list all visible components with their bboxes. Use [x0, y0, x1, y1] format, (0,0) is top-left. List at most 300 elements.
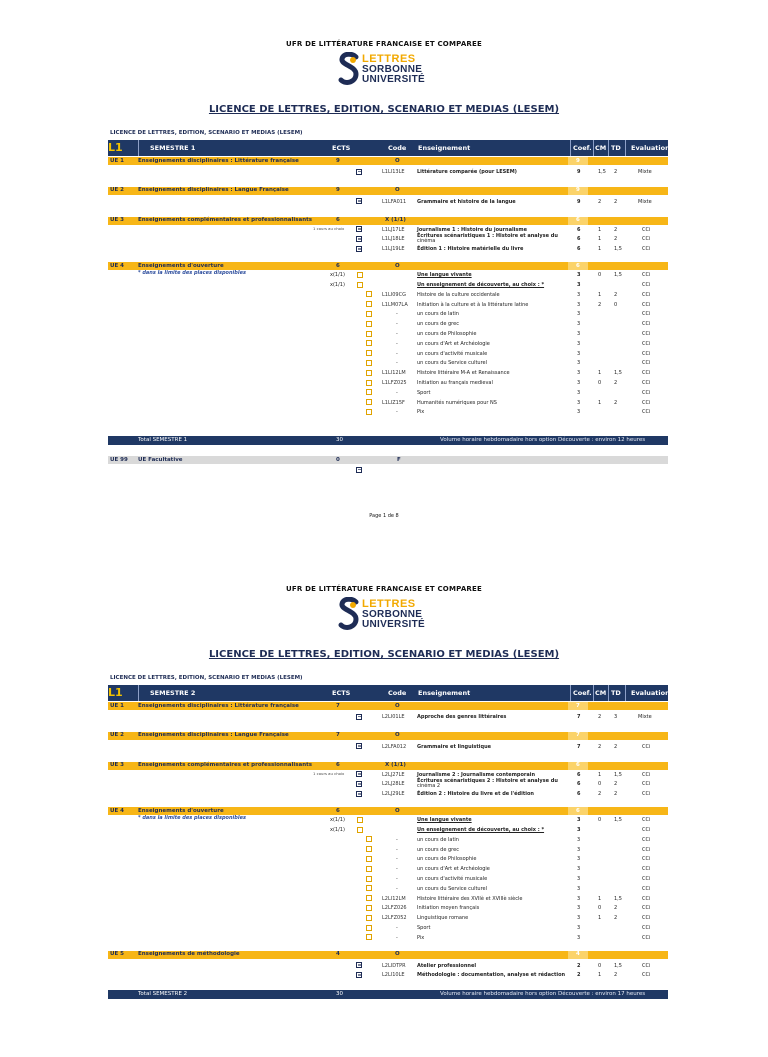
course-eval: CCi [642, 876, 651, 882]
course-eval: CCi [642, 389, 651, 396]
course-coef: 3 [577, 409, 581, 416]
course-code: L1LI09CG [382, 291, 406, 298]
evaluation-header: Evaluation [631, 144, 670, 152]
checkbox-icon[interactable] [366, 331, 372, 337]
ue-label: Enseignements disciplinaires : Langue Française [138, 187, 289, 194]
ue-ects: 6 [336, 262, 340, 269]
course-coef: 3 [577, 301, 581, 308]
ue-id: UE 4 [110, 807, 124, 814]
course-code: - [396, 311, 398, 318]
course-label: Grammaire et histoire de la langue [417, 198, 516, 205]
course-code: L1LI13LE [382, 169, 405, 175]
course-eval: Mixte [638, 714, 652, 720]
checkbox-icon[interactable] [366, 905, 372, 911]
choice-count: x(1/1) [330, 827, 345, 833]
fac-symbol: F [397, 456, 401, 463]
course-eval: CCi [642, 866, 651, 873]
checkbox-icon[interactable] [366, 885, 372, 891]
ue-coef: 4 [576, 951, 580, 958]
header-separator [608, 685, 609, 701]
course-eval: CCi [642, 301, 651, 308]
course-coef: 3 [577, 399, 581, 406]
course-eval: CCi [642, 817, 651, 824]
course-cm: 1 [598, 236, 602, 243]
header-separator [593, 685, 594, 701]
course-row[interactable] [108, 388, 668, 398]
ue-symbol: O [395, 702, 400, 709]
course-td: 0 [614, 301, 618, 308]
course-code: - [396, 331, 398, 337]
course-row[interactable] [108, 874, 668, 884]
course-eval: CCi [642, 380, 651, 386]
checkbox-icon[interactable] [356, 714, 362, 720]
course-label: Humanités numériques pour NS [417, 399, 497, 406]
course-row[interactable] [108, 378, 668, 388]
course-row[interactable] [108, 358, 668, 368]
course-cm: 2 [598, 198, 602, 205]
ue-symbol: O [395, 951, 400, 958]
course-row[interactable] [108, 234, 668, 244]
checkbox-icon[interactable] [356, 791, 362, 797]
cm-header: CM [595, 689, 607, 697]
course-eval: CCi [642, 836, 651, 843]
course-label: Sport [417, 925, 431, 931]
course-code: L2LFZ026 [382, 905, 407, 912]
ue-id: UE 3 [110, 762, 124, 769]
checkbox-icon[interactable] [366, 301, 372, 307]
checkbox-icon[interactable] [366, 321, 372, 327]
course-td: 1,5 [614, 962, 622, 969]
checkbox-icon[interactable] [356, 743, 362, 749]
course-row[interactable] [108, 770, 668, 780]
course-coef: 6 [577, 236, 581, 243]
course-row[interactable] [108, 789, 668, 799]
course-row[interactable] [108, 167, 668, 177]
course-cm: 1 [598, 915, 602, 922]
course-row[interactable] [108, 319, 668, 329]
course-coef: 3 [577, 389, 581, 396]
course-cm: 0 [598, 962, 602, 969]
course-label: Journalisme 2 : Journalisme contemporain [417, 771, 536, 778]
checkbox-icon[interactable] [366, 846, 372, 852]
checkbox-icon[interactable] [356, 972, 362, 978]
header-separator [570, 685, 571, 701]
checkbox-icon[interactable] [366, 895, 372, 901]
checkbox-icon[interactable] [366, 389, 372, 395]
code-header: Code [388, 689, 407, 697]
course-label: Édition 1 : Histoire matérielle du livre [417, 246, 524, 253]
course-row[interactable] [108, 290, 668, 300]
document-title: LICENCE DE LETTRES, EDITION, SCENARIO ET MEDIAS (LESEM) [208, 649, 560, 660]
checkbox-icon[interactable] [366, 370, 372, 376]
course-label: Initiation à la culture et à la littérature latine [417, 301, 529, 308]
course-code: L1LM07LA [382, 301, 408, 308]
course-code: L1LJ19LE [382, 246, 405, 253]
course-label: Une langue vivante [417, 272, 472, 279]
checkbox-icon[interactable] [356, 226, 362, 232]
course-code: - [396, 321, 398, 328]
course-row[interactable] [108, 712, 668, 722]
ue-coef: 9 [576, 157, 580, 164]
course-row[interactable] [108, 309, 668, 319]
course-eval: CCi [642, 934, 651, 941]
course-eval: CCi [642, 399, 651, 406]
course-eval: CCi [642, 311, 651, 318]
course-label: un cours d'activité musicale [417, 876, 488, 882]
course-code: L2LJ27LE [382, 771, 405, 778]
ue-label: Enseignements disciplinaires : Littérature française [138, 157, 299, 164]
course-cm: 0 [598, 905, 602, 912]
course-cm: 2 [598, 301, 602, 308]
course-td: 2 [614, 399, 618, 406]
course-coef: 3 [577, 380, 581, 386]
course-eval: CCi [642, 321, 651, 328]
course-label: Sport [417, 389, 431, 396]
checkbox-icon[interactable] [366, 836, 372, 842]
course-row[interactable] [108, 815, 668, 825]
course-code: - [396, 846, 398, 853]
course-row[interactable] [108, 970, 668, 980]
course-label: Initiation moyen français [417, 905, 480, 912]
course-td: 2 [614, 198, 618, 205]
course-row[interactable] [108, 884, 668, 894]
course-coef: 3 [577, 876, 581, 882]
course-code: L2LJ28LE [382, 781, 405, 788]
checkbox-icon[interactable] [357, 282, 363, 288]
course-coef: 7 [577, 714, 581, 720]
checkbox-icon[interactable] [356, 962, 362, 968]
course-label: Grammaire et linguistique [417, 743, 492, 750]
course-row[interactable] [108, 329, 668, 339]
course-code: L1LJ17LE [382, 226, 405, 233]
course-label: Histoire littéraire des XVIIè et XVIIIè siècle [417, 895, 523, 902]
ufr-heading: UFR DE LITTÉRATURE FRANCAISE ET COMPAREE [286, 40, 482, 48]
checkbox-icon[interactable] [366, 876, 372, 882]
course-coef: 6 [577, 771, 581, 778]
ue-coef: 6 [576, 262, 580, 269]
ue-label: Enseignements d'ouverture [138, 807, 224, 814]
fac-id: UE 99 [110, 456, 128, 463]
course-eval: CCi [642, 925, 651, 931]
course-code: L2LFZ052 [382, 915, 407, 922]
course-cm: 1 [598, 895, 602, 902]
course-td: 2 [614, 791, 618, 798]
course-label: Un enseignement de découverte, au choix : * [417, 827, 545, 833]
choice-count: x(1/1) [330, 817, 345, 824]
course-coef: 3 [577, 282, 581, 288]
checkbox-icon[interactable] [366, 340, 372, 346]
course-row[interactable] [108, 779, 668, 789]
total-label: Total SEMESTRE 2 [138, 991, 188, 998]
course-row[interactable] [108, 933, 668, 943]
course-label: un cours d'Art et Archéologie [417, 340, 490, 347]
course-cm: 1 [598, 370, 602, 377]
course-row[interactable] [108, 913, 668, 923]
checkbox-icon[interactable] [356, 771, 362, 777]
course-code: L2LFA012 [382, 743, 407, 750]
code-header: Code [388, 144, 407, 152]
course-code: - [396, 340, 398, 347]
ue-ects: 9 [336, 187, 340, 194]
course-coef: 3 [577, 866, 581, 873]
coef-header: Coef. [573, 144, 592, 152]
checkbox-icon[interactable] [356, 236, 362, 242]
choice-count: x(1/1) [330, 282, 345, 288]
course-row[interactable] [108, 349, 668, 359]
table-header [108, 140, 668, 156]
header-separator [138, 140, 139, 156]
course-row[interactable] [108, 835, 668, 845]
course-coef: 3 [577, 925, 581, 931]
ue-coef: 6 [576, 217, 580, 224]
sorbonne-s-icon [338, 597, 360, 631]
course-coef: 3 [577, 291, 581, 298]
enseignement-header: Enseignement [418, 144, 471, 152]
course-cm: 1 [598, 771, 602, 778]
course-label: Linguistique romane [417, 915, 469, 922]
course-row[interactable] [108, 225, 668, 235]
course-td: 2 [614, 169, 618, 175]
ue-band [108, 951, 668, 959]
course-label: un cours de latin [417, 836, 459, 843]
course-eval: CCi [642, 291, 651, 298]
course-td: 1,5 [614, 895, 622, 902]
checkbox-icon[interactable] [356, 246, 362, 252]
course-label: Écritures scénaristiques 2 : Histoire et analyse du [417, 778, 558, 785]
course-cm: 1 [598, 291, 602, 298]
course-code: - [396, 876, 398, 882]
logo-text-l2: SORBONNE [362, 64, 423, 75]
checkbox-icon[interactable] [366, 866, 372, 872]
course-cm: 1,5 [598, 169, 606, 175]
course-code: - [396, 389, 398, 396]
course-label: Un enseignement de découverte, au choix : * [417, 282, 545, 288]
course-code: L2LI12LM [382, 895, 406, 902]
ufr-heading: UFR DE LITTÉRATURE FRANCAISE ET COMPAREE [286, 585, 482, 593]
course-row[interactable] [108, 845, 668, 855]
course-row[interactable] [108, 825, 668, 835]
course-label: Histoire littéraire M-A et Renaissance [417, 370, 510, 377]
course-row[interactable] [108, 280, 668, 290]
checkbox-icon[interactable] [366, 399, 372, 405]
course-cm: 1 [598, 399, 602, 406]
sorbonne-logo [338, 597, 438, 631]
ue-symbol: O [395, 732, 400, 739]
ue-ects: 6 [336, 807, 340, 814]
ue-id: UE 4 [110, 262, 124, 269]
course-code: - [396, 934, 398, 941]
choice-count: x(1/1) [330, 272, 345, 279]
ue-coef: 6 [576, 762, 580, 769]
page-number: Page 1 de 8 [369, 513, 399, 519]
evaluation-header: Evaluation [631, 689, 670, 697]
course-label: un cours du Service culturel [417, 360, 488, 367]
level-label: L1 [108, 141, 123, 154]
course-td: 1,5 [614, 771, 622, 778]
checkbox-icon[interactable] [366, 360, 372, 366]
course-cm: 0 [598, 781, 602, 788]
course-coef: 3 [577, 836, 581, 843]
course-row[interactable] [108, 864, 668, 874]
course-td: 1,5 [614, 246, 622, 253]
semester-label: SEMESTRE 1 [150, 144, 196, 152]
course-eval: CCi [642, 791, 651, 798]
course-coef: 3 [577, 360, 581, 367]
course-eval: CCi [642, 246, 651, 253]
course-code: L2LI01LE [382, 714, 405, 720]
course-label: Une langue vivante [417, 817, 472, 824]
checkbox-icon[interactable] [366, 409, 372, 415]
course-eval: CCi [642, 226, 651, 233]
course-row[interactable] [108, 407, 668, 417]
course-eval: Mixte [638, 198, 652, 205]
ue-id: UE 2 [110, 187, 124, 194]
course-row[interactable] [108, 368, 668, 378]
logo-text-l3: UNIVERSITÉ [362, 74, 426, 85]
course-eval: CCi [642, 781, 651, 788]
ue-ects: 7 [336, 702, 340, 709]
choice-note: 1 cours au choix [313, 770, 345, 776]
course-code: - [396, 409, 398, 416]
total-semester-row [108, 990, 668, 999]
course-label: un cours de grec [417, 321, 459, 328]
ue-id: UE 5 [110, 951, 124, 958]
checkbox-icon[interactable] [356, 781, 362, 787]
checkbox-icon[interactable] [366, 291, 372, 297]
course-coef: 3 [577, 370, 581, 377]
fac-ects: 0 [336, 456, 340, 463]
ue-symbol: O [395, 187, 400, 194]
header-separator [593, 140, 594, 156]
course-coef: 3 [577, 915, 581, 922]
course-coef: 3 [577, 934, 581, 941]
course-code: L2LI10LE [382, 972, 405, 979]
course-row[interactable] [108, 244, 668, 254]
ue-coef: 9 [576, 187, 580, 194]
course-label: Approche des genres littéraires [417, 714, 507, 720]
course-coef: 3 [577, 827, 581, 833]
course-coef: 3 [577, 311, 581, 318]
course-row[interactable] [108, 903, 668, 913]
course-coef: 3 [577, 321, 581, 328]
course-label: Journalisme 1 : Histoire du journalisme [417, 226, 527, 233]
course-cm: 0 [598, 817, 602, 824]
course-cm: 0 [598, 380, 602, 386]
ue-id: UE 2 [110, 732, 124, 739]
course-row[interactable] [108, 854, 668, 864]
course-row[interactable] [108, 742, 668, 752]
course-td: 2 [614, 905, 618, 912]
places-note: * dans la limite des places disponibles [138, 815, 246, 822]
page-page1 [0, 0, 768, 519]
checkbox-icon[interactable] [356, 467, 362, 473]
course-row[interactable] [108, 961, 668, 971]
course-row[interactable] [108, 398, 668, 408]
course-eval: CCi [642, 905, 651, 912]
course-td: 1,5 [614, 817, 622, 824]
ue-label: Enseignements de méthodologie [138, 951, 240, 958]
checkbox-icon[interactable] [357, 272, 363, 278]
course-cm: 1 [598, 972, 602, 979]
course-row[interactable] [108, 300, 668, 310]
course-td: 2 [614, 291, 618, 298]
course-label: Méthodologie : documentation, analyse et rédaction [417, 972, 566, 979]
choice-note: 1 cours au choix [313, 225, 345, 231]
ue-symbol: X (1/1) [385, 762, 406, 769]
course-row[interactable] [108, 270, 668, 280]
ue-id: UE 1 [110, 157, 124, 164]
course-row[interactable] [108, 197, 668, 207]
checkbox-icon[interactable] [357, 817, 363, 823]
course-code: - [396, 350, 398, 357]
course-label: Écritures scénaristiques 1 : Histoire et analyse du [417, 233, 558, 240]
ue-symbol: O [395, 807, 400, 814]
course-eval: CCi [642, 856, 651, 863]
checkbox-icon[interactable] [366, 311, 372, 317]
course-eval: CCi [642, 743, 651, 750]
course-code: L1LFZ025 [382, 380, 407, 386]
course-code: - [396, 856, 398, 863]
course-coef: 3 [577, 885, 581, 892]
checkbox-icon[interactable] [366, 934, 372, 940]
course-coef: 6 [577, 791, 581, 798]
course-coef: 3 [577, 905, 581, 912]
checkbox-icon[interactable] [366, 925, 372, 931]
ue-label: Enseignements d'ouverture [138, 262, 224, 269]
course-td: 1,5 [614, 370, 622, 377]
checkbox-icon[interactable] [366, 856, 372, 862]
course-coef: 3 [577, 817, 581, 824]
course-eval: CCi [642, 972, 651, 979]
ue-label: Enseignements complémentaires et professionnalisants [138, 762, 313, 769]
ects-header: ECTS [332, 689, 351, 697]
coef-header: Coef. [573, 689, 592, 697]
course-td: 2 [614, 743, 618, 750]
ue-label: Enseignements disciplinaires : Littérature française [138, 702, 299, 709]
course-code: - [396, 836, 398, 843]
fac-checkbox-row[interactable] [108, 465, 668, 475]
td-header: TD [611, 144, 621, 152]
course-row[interactable] [108, 894, 668, 904]
page-page2 [0, 545, 768, 1057]
course-label-2: cinéma 2 [417, 783, 441, 790]
sorbonne-s-icon [338, 52, 360, 86]
checkbox-icon[interactable] [356, 169, 362, 175]
course-code: L1LIZ15F [382, 399, 405, 406]
course-row[interactable] [108, 923, 668, 933]
course-td: 2 [614, 226, 618, 233]
checkbox-icon[interactable] [366, 915, 372, 921]
course-eval: CCi [642, 360, 651, 367]
checkbox-icon[interactable] [366, 380, 372, 386]
course-cm: 1 [598, 246, 602, 253]
ue-band [108, 157, 668, 165]
course-coef: 7 [577, 743, 581, 750]
checkbox-icon[interactable] [366, 350, 372, 356]
course-label: Pix [417, 409, 425, 416]
course-td: 3 [614, 714, 618, 720]
course-code: L2LIDTPR [382, 962, 406, 969]
course-label: un cours de Philosophie [417, 331, 477, 337]
sorbonne-logo [338, 52, 438, 86]
logo-text-l2: SORBONNE [362, 609, 423, 620]
course-td: 1,5 [614, 272, 622, 279]
course-row[interactable] [108, 339, 668, 349]
checkbox-icon[interactable] [356, 198, 362, 204]
enseignement-header: Enseignement [418, 689, 471, 697]
checkbox-icon[interactable] [357, 827, 363, 833]
document-subtitle: LICENCE DE LETTRES, EDITION, SCENARIO ET MEDIAS (LESEM) [110, 675, 303, 681]
